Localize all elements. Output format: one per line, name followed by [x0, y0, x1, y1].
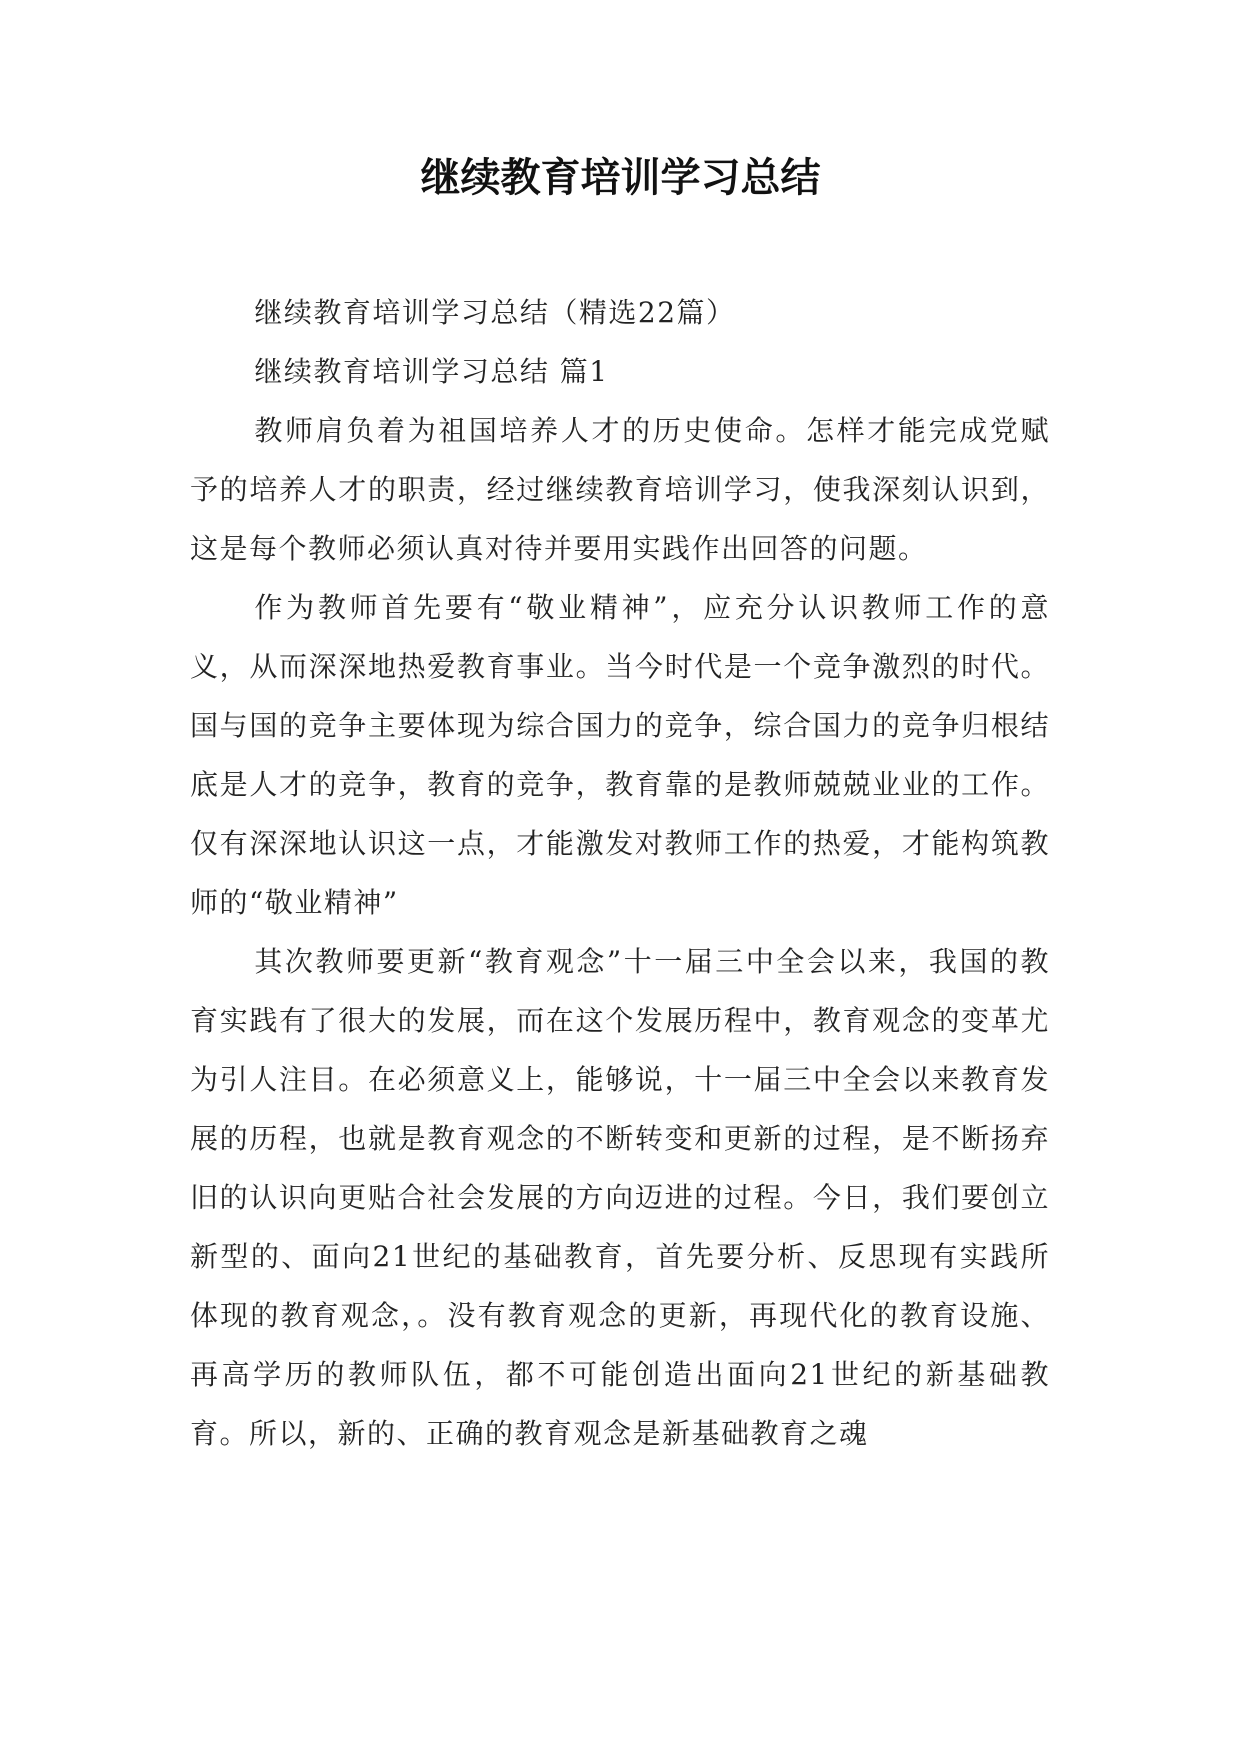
body-paragraph: 其次教师要更新“教育观念”十一届三中全会以来，我国的教育实践有了很大的发展，而在这个发展历程中，教育观念的变革尤为引人注目。在必须意义上，能够说，十一届三中全会以来教育发展的历程，也就是教育观念的不断转变和更新的过程，是不断扬弃旧的认识向更贴合社会发展的方向迈进的过程。今日，我们要创立新型的、面向21世纪的基础教育，首先要分析、反思现有实践所体现的教育观念，。没有教育观念的更新，再现代化的教育设施、再高学历的教师队伍，都不可能创造出面向21世纪的新基础教育。所以，新的、正确的教育观念是新基础教育之魂	[190, 945, 1050, 1450]
body-paragraph: 教师肩负着为祖国培养人才的历史使命。怎样才能完成党赋予的培养人才的职责，经过继续教育培训学习，使我深刻认识到，这是每个教师必须认真对待并要用实践作出回答的问题。	[190, 414, 1050, 565]
document-title: 继续教育培训学习总结	[420, 155, 821, 201]
subtitle-line: 继续教育培训学习总结（精选22篇）	[254, 296, 736, 329]
section-heading: 继续教育培训学习总结 篇1	[254, 355, 609, 388]
document-body	[190, 283, 1050, 1463]
body-paragraph: 作为教师首先要有“敬业精神”，应充分认识教师工作的意义，从而深深地热爱教育事业。当今时代是一个竞争激烈的时代。国与国的竞争主要体现为综合国力的竞争，综合国力的竞争归根结底是人才的竞争，教育的竞争，教育靠的是教师兢兢业业的工作。仅有深深地认识这一点，才能激发对教师工作的热爱，才能构筑教师的“敬业精神”	[190, 591, 1050, 919]
